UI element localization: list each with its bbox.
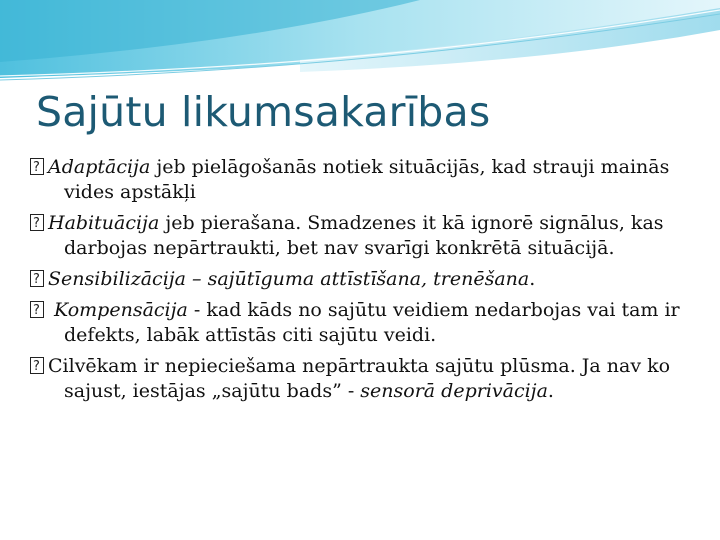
list-item	[30, 155, 700, 205]
term: Habituācija	[48, 212, 160, 234]
list-item	[30, 267, 700, 292]
item-text: jeb pierašana. Smadzenes it kā ignorē signālus, kas darbojas nepārtraukti, bet nav svarīgi konkrētā situācijā.	[64, 212, 664, 259]
missing-glyph-box-icon	[30, 270, 44, 287]
header-wave-decoration	[0, 0, 720, 90]
slide-title: Sajūtu likumsakarības	[36, 88, 491, 136]
missing-glyph-box-icon	[30, 158, 44, 175]
term: sensorā deprivācija	[360, 380, 548, 402]
missing-glyph-box-icon	[30, 301, 44, 318]
missing-glyph-box-icon	[30, 357, 44, 374]
item-text: jeb pielāgošanās notiek situācijās, kad strauji mainās vides apstākļi	[64, 156, 670, 203]
list-item	[30, 354, 700, 404]
item-text: .	[529, 268, 536, 290]
item-text: - kad kāds no sajūtu veidiem nedarbojas vai tam ir defekts, labāk attīstās citi sajūtu veidi.	[64, 299, 680, 346]
list-item	[30, 211, 700, 261]
list-item	[30, 298, 700, 348]
term: Kompensācija	[54, 299, 188, 321]
item-text: Cilvēkam ir nepieciešama nepārtraukta sajūtu plūsma. Ja nav ko sajust, iestājas „sajūtu bads” -	[48, 355, 671, 402]
term: Adaptācija	[48, 156, 151, 178]
bullet-list	[30, 155, 700, 410]
item-tail: .	[547, 380, 554, 402]
term: Sensibilizācija – sajūtīguma attīstīšana, trenēšana	[48, 268, 530, 290]
missing-glyph-box-icon	[30, 214, 44, 231]
